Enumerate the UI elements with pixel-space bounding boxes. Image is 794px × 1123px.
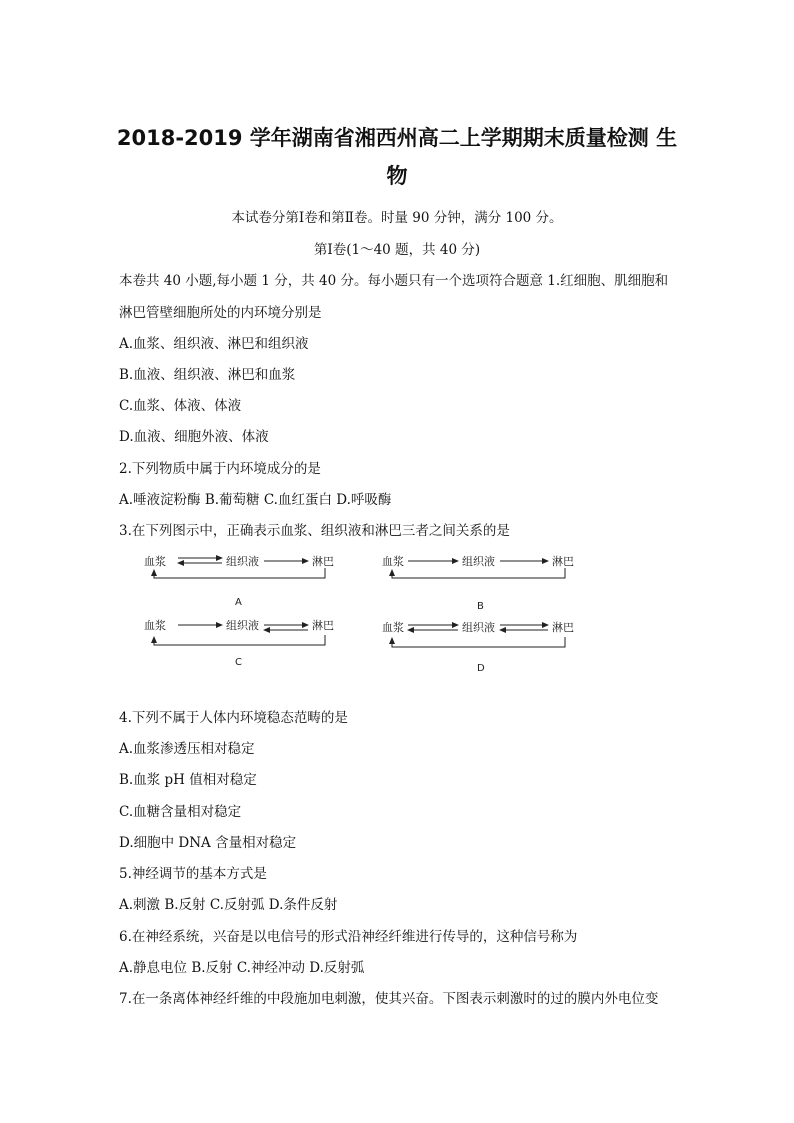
question-5: 5.神经调节的基本方式是	[119, 866, 267, 882]
q6-options: A.静息电位 B.反射 C.神经冲动 D.反射弧	[119, 960, 365, 976]
q1-option-d: D.血液、细胞外液、体液	[119, 429, 269, 445]
q1-option-b: B.血液、组织液、淋巴和血浆	[119, 367, 296, 383]
question-2: 2.下列物质中属于内环境成分的是	[119, 461, 321, 477]
question-4: 4.下列不属于人体内环境稳态范畴的是	[119, 710, 348, 726]
question-6: 6.在神经系统，兴奋是以电信号的形式沿神经纤维进行传导的，这种信号称为	[119, 929, 578, 945]
q4-option-d: D.细胞中 DNA 含量相对稳定	[119, 835, 297, 851]
node-plasma-c: 血浆	[144, 619, 166, 632]
node-lymph-c: 淋巴	[312, 619, 334, 632]
node-lymph-a: 淋巴	[312, 555, 334, 568]
node-tissue-fluid-d: 组织液	[462, 621, 495, 634]
node-plasma-d: 血浆	[382, 621, 404, 634]
q2-options: A.唾液淀粉酶 B.葡萄糖 C.血红蛋白 D.呼吸酶	[119, 492, 392, 508]
node-tissue-fluid-b: 组织液	[462, 555, 495, 568]
node-plasma-a: 血浆	[144, 555, 166, 568]
body-fluid-relationship-diagram	[140, 548, 600, 674]
q1-option-a: A.血浆、组织液、淋巴和组织液	[119, 336, 309, 352]
exam-title-line1: 2018-2019 学年湖南省湘西州高二上学期期末质量检测 生	[116, 126, 678, 150]
panel-label-d: D	[477, 663, 485, 674]
q5-options: A.刺激 B.反射 C.反射弧 D.条件反射	[119, 897, 338, 913]
node-tissue-fluid-a: 组织液	[226, 555, 259, 568]
question-7: 7.在一条离体神经纤维的中段施加电刺激，使其兴奋。下图表示刺激时的过的膜内外电位变	[119, 991, 659, 1007]
instructions-and-question-1: 本卷共 40 小题,每小题 1 分，共 40 分。每小题只有一个选项符合题意 1.红细胞、肌细胞和	[119, 273, 669, 289]
panel-label-c: C	[235, 657, 242, 668]
exam-title-line2: 物	[386, 164, 408, 188]
panel-label-a: A	[235, 597, 242, 608]
question-1-continued: 淋巴管壁细胞所处的内环境分别是	[119, 305, 322, 321]
question-3: 3.在下列图示中，正确表示血浆、组织液和淋巴三者之间关系的是	[119, 523, 510, 539]
q4-option-c: C.血糖含量相对稳定	[119, 804, 242, 820]
q4-option-a: A.血浆渗透压相对稳定	[119, 741, 255, 757]
node-plasma-b: 血浆	[382, 555, 404, 568]
node-tissue-fluid-c: 组织液	[226, 619, 259, 632]
section-heading: 第Ⅰ卷(1～40 题，共 40 分)	[313, 242, 481, 258]
panel-label-b: B	[477, 601, 484, 612]
exam-intro: 本试卷分第Ⅰ卷和第Ⅱ卷。时量 90 分钟，满分 100 分。	[231, 210, 563, 226]
node-lymph-b: 淋巴	[552, 555, 574, 568]
q1-option-c: C.血浆、体液、体液	[119, 398, 242, 414]
q4-option-b: B.血浆 pH 值相对稳定	[119, 772, 257, 788]
node-lymph-d: 淋巴	[552, 621, 574, 634]
